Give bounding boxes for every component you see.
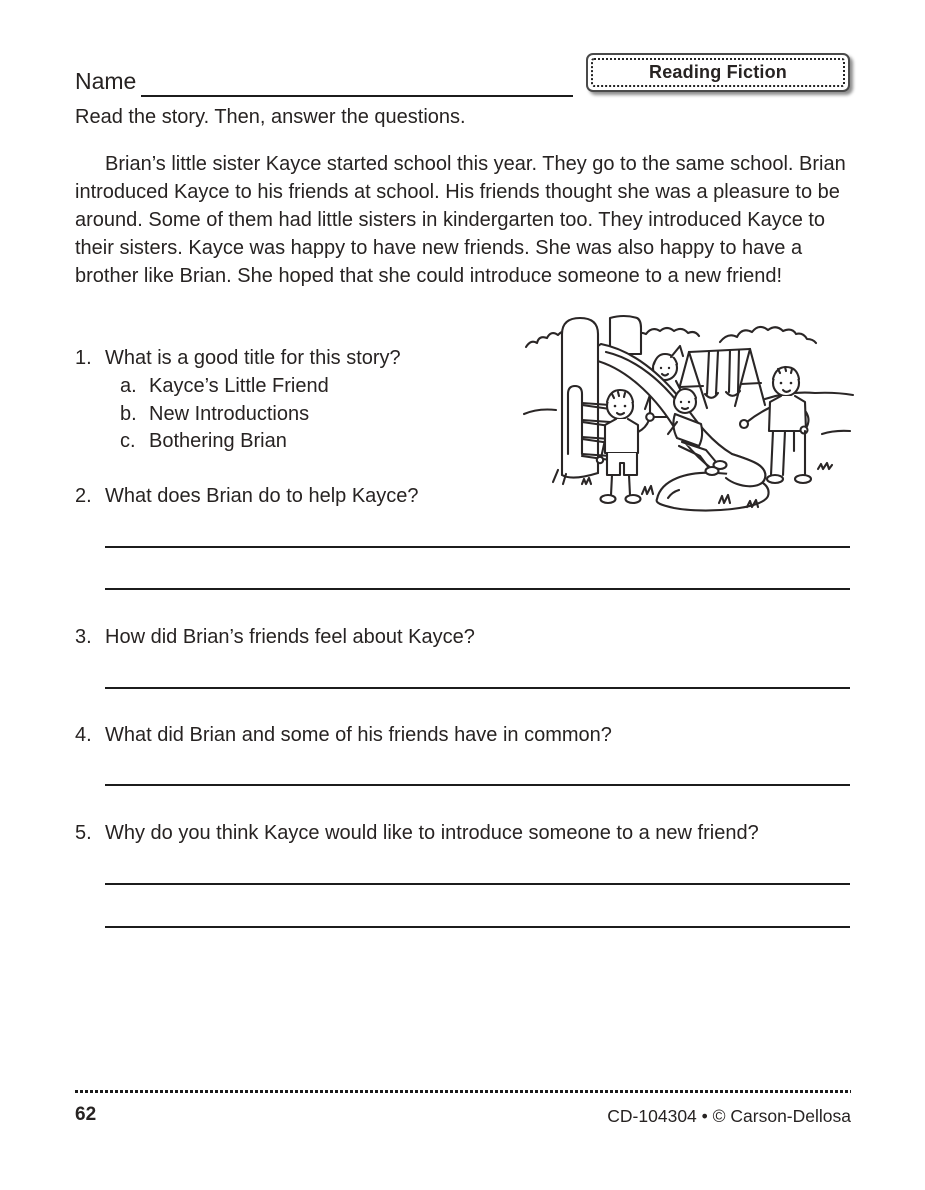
- footer-dotted-rule: [75, 1090, 851, 1093]
- question-1: [75, 345, 545, 456]
- badge-label: Reading Fiction: [649, 62, 787, 82]
- answer-line: [105, 588, 850, 590]
- option-letter: c.: [120, 430, 136, 452]
- story-paragraph: Brian’s little sister Kayce started school this year. They go to the same school. Brian introduced Kayce to his friends at school. His friends thought she was a pleasure to be around. Some of them had little sisters in kindergarten too. They introduced Kayce to their sisters. Kayce was happy to have new friends. She was also happy to have a brother like Brian. She hoped that she could introduce someone to a new friend!: [75, 153, 846, 287]
- question-2: [75, 483, 535, 510]
- option-a: [120, 373, 590, 401]
- option-c: [120, 428, 590, 456]
- answer-line: [105, 546, 850, 548]
- answer-line: [105, 926, 850, 928]
- option-text: New Introductions: [149, 402, 310, 425]
- question-text: What did Brian and some of his friends have in common?: [105, 724, 612, 746]
- question-number: 3.: [75, 626, 92, 648]
- answer-line: [105, 784, 850, 786]
- name-blank-line: [141, 95, 573, 97]
- question-number: 1.: [75, 347, 92, 369]
- question-4: [75, 722, 855, 749]
- question-number: 5.: [75, 822, 92, 844]
- reading-fiction-badge: [586, 53, 850, 92]
- question-text: How did Brian’s friends feel about Kayce?: [105, 626, 475, 648]
- option-text: Bothering Brian: [149, 430, 287, 452]
- question-number: 4.: [75, 724, 92, 746]
- name-label: Name: [75, 68, 137, 94]
- copyright-text: CD-104304 • © Carson-Dellosa: [607, 1106, 851, 1126]
- question-text: What does Brian do to help Kayce?: [105, 485, 419, 507]
- question-3: [75, 624, 855, 651]
- option-text: Kayce’s Little Friend: [149, 375, 329, 397]
- sliding-kid-figure: [668, 389, 727, 475]
- question-5: [75, 820, 855, 847]
- question-text: What is a good title for this story?: [105, 347, 401, 369]
- question-1-options: [120, 373, 590, 456]
- option-b: [120, 401, 590, 429]
- question-number: 2.: [75, 485, 92, 507]
- question-text: Why do you think Kayce would like to introduce someone to a new friend?: [105, 822, 759, 844]
- page-number: 62: [75, 1104, 97, 1125]
- slide-flare: [726, 454, 765, 486]
- answer-line: [105, 687, 850, 689]
- answer-line: [105, 883, 850, 885]
- instructions-text: Read the story. Then, answer the questions.: [75, 106, 466, 128]
- option-letter: a.: [120, 375, 137, 397]
- option-letter: b.: [120, 402, 137, 425]
